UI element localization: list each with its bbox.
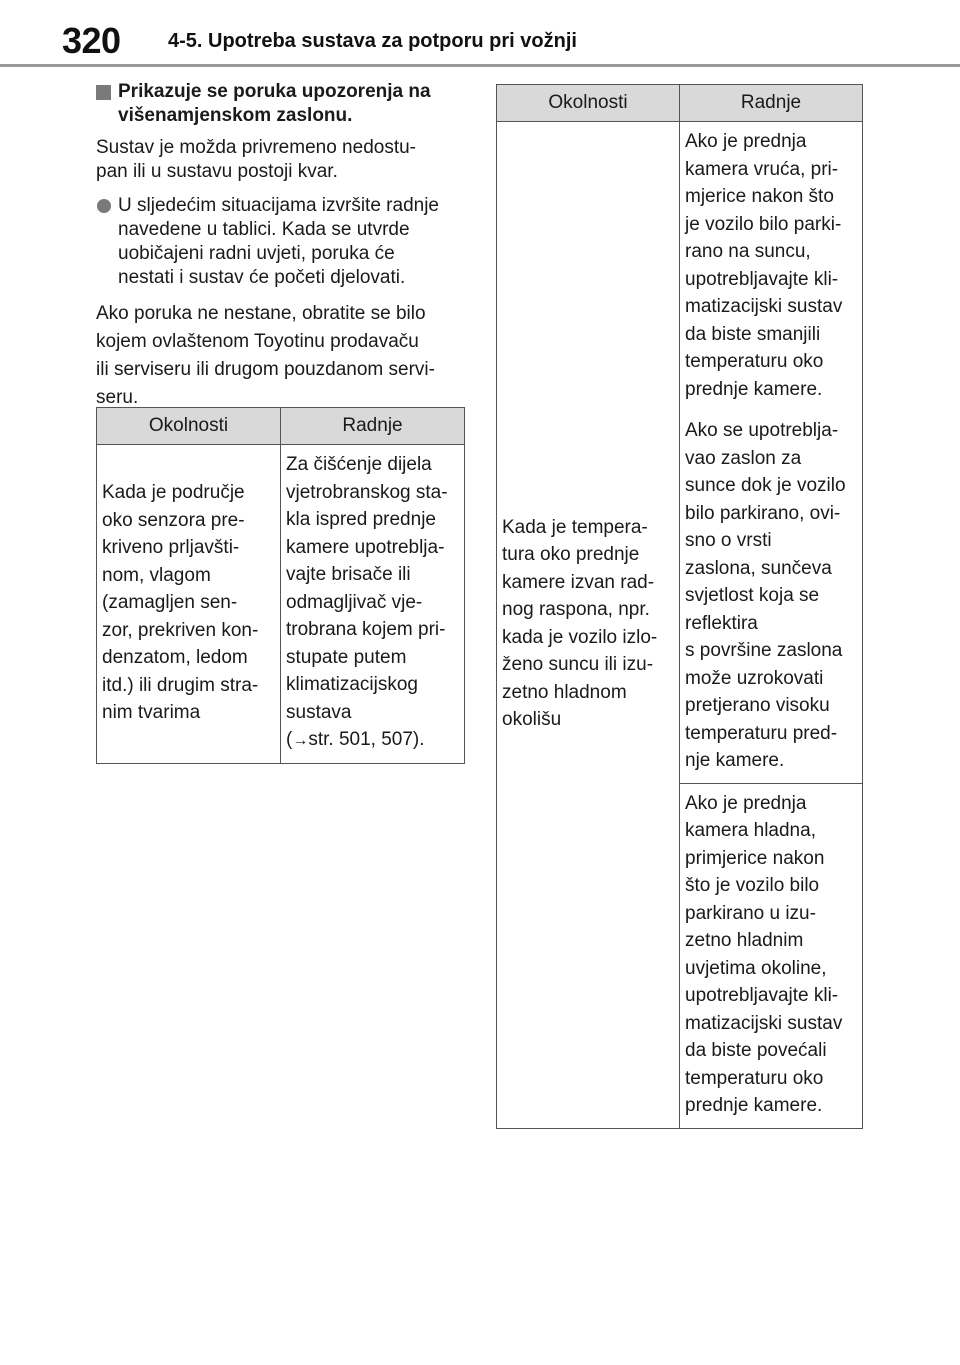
cell-line: vao zaslon za xyxy=(685,447,802,469)
cell-line: nog raspona, npr. xyxy=(502,599,650,621)
square-bullet-icon xyxy=(96,85,111,100)
warning-heading xyxy=(96,80,466,128)
bullet-item xyxy=(96,194,466,290)
cell-line: temperaturu oko xyxy=(685,1067,824,1089)
dealer-paragraph xyxy=(96,300,466,412)
table-row xyxy=(497,122,863,412)
cell-line: Za čišćenje dijela xyxy=(286,454,432,475)
cell-line: zaslona, sunčeva xyxy=(685,557,832,579)
intro-paragraph xyxy=(96,136,466,184)
cell-line: Kada je tempera- xyxy=(502,516,648,538)
cell-line: Ako je prednja xyxy=(685,131,807,152)
text-line: ili serviseru ili drugom pouzdanom servi- xyxy=(96,359,435,380)
cell-line: zor, prekriven kon- xyxy=(102,619,259,641)
text-line: Sustav je možda privremeno nedostu- xyxy=(96,137,416,158)
text-line: U sljedećim situacijama izvršite radnje xyxy=(118,195,439,216)
okolnosti-cell xyxy=(497,122,680,1129)
okolnosti-cell xyxy=(97,445,281,764)
column-header-okolnosti: Okolnosti xyxy=(97,408,281,445)
column-header-radnje: Radnje xyxy=(680,85,863,122)
temperature-table xyxy=(496,84,863,1129)
cell-line: temperaturu oko xyxy=(685,351,824,372)
round-bullet-icon xyxy=(97,199,111,213)
text-line: seru. xyxy=(96,387,139,408)
cell-line: oko senzora pre- xyxy=(102,509,245,531)
cell-line: s površine zaslona xyxy=(685,640,843,661)
text-line: Ako poruka ne nestane, obratite se bilo xyxy=(96,303,426,324)
cell-line: reflektira xyxy=(685,612,758,634)
cell-line: što je vozilo bilo xyxy=(685,875,820,896)
cell-line: je vozilo bilo parki- xyxy=(685,213,842,235)
cell-line: kamere upotreblja- xyxy=(286,536,445,558)
cell-line: nim tvarima xyxy=(102,702,201,723)
cell-line: da biste smanjili xyxy=(685,323,821,345)
cell-line: rano na suncu, xyxy=(685,241,811,262)
radnje-cell-sunshade xyxy=(680,411,863,783)
arrow-right-icon: → xyxy=(292,732,309,749)
cell-line: temperaturu pred- xyxy=(685,722,838,744)
cell-line: može uzrokovati xyxy=(685,667,824,689)
cell-line: klimatizacijskog xyxy=(286,674,418,695)
cell-line: tura oko prednje xyxy=(502,544,640,566)
cell-line: ženo suncu ili izu- xyxy=(502,654,654,676)
left-column xyxy=(96,80,466,412)
header-divider xyxy=(0,64,960,67)
cell-line: da biste povećali xyxy=(685,1040,827,1061)
radnje-cell xyxy=(281,445,465,764)
heading-line: višenamjenskom zaslonu. xyxy=(118,105,353,126)
section-title: 4-5. Upotreba sustava za potporu pri vožnji xyxy=(168,30,577,52)
cell-line: kamere izvan rad- xyxy=(502,571,655,593)
page-header xyxy=(0,0,960,70)
cell-line: kla ispred prednje xyxy=(286,509,436,530)
radnje-cell-cold xyxy=(680,783,863,1128)
cell-line: Ako se upotreblja- xyxy=(685,420,839,441)
column-header-okolnosti: Okolnosti xyxy=(497,85,680,122)
cell-line: vjetrobranskog sta- xyxy=(286,481,448,503)
reference-text: str. 501, 507). xyxy=(308,729,425,750)
cell-line: vajte brisače ili xyxy=(286,564,411,585)
table-row xyxy=(97,445,465,764)
text-line: uobičajeni radni uvjeti, poruka će xyxy=(118,243,395,264)
cell-line: stupate putem xyxy=(286,646,407,668)
cell-line: trobrana kojem pri- xyxy=(286,619,446,640)
cell-line: kamera vruća, pri- xyxy=(685,158,839,180)
cell-line: parkirano u izu- xyxy=(685,902,816,924)
cell-line: upotrebljavajte kli- xyxy=(685,985,839,1006)
text-line: navedene u tablici. Kada se utvrde xyxy=(118,219,410,240)
cell-line: denzatom, ledom xyxy=(102,647,248,668)
page-number: 320 xyxy=(62,20,121,61)
cell-line: upotrebljavajte kli- xyxy=(685,268,839,290)
page-reference: (→str. 501, 507). xyxy=(286,729,425,750)
cell-line: sunce dok je vozilo xyxy=(685,475,846,496)
cell-line: prednje kamere. xyxy=(685,378,823,400)
cell-line: zetno hladnom xyxy=(502,681,627,703)
cell-line: (zamagljen sen- xyxy=(102,592,238,613)
cell-line: kriveno prljavšti- xyxy=(102,537,240,558)
sensor-obstruction-table xyxy=(96,407,465,764)
text-line: kojem ovlaštenom Toyotinu prodavaču xyxy=(96,331,419,352)
text-line: pan ili u sustavu postoji kvar. xyxy=(96,161,338,182)
cell-line: svjetlost koja se xyxy=(685,585,820,606)
cell-line: kamera hladna, xyxy=(685,820,816,841)
cell-line: sustava xyxy=(286,701,352,723)
cell-line: primjerice nakon xyxy=(685,847,825,869)
cell-line: sno o vrsti xyxy=(685,530,772,551)
column-header-radnje: Radnje xyxy=(281,408,465,445)
cell-line: zetno hladnim xyxy=(685,930,804,951)
cell-line: Kada je područje xyxy=(102,482,245,503)
cell-line: matizacijski sustav xyxy=(685,296,843,317)
text-line: nestati i sustav će početi djelovati. xyxy=(118,267,406,288)
cell-line: pretjerano visoku xyxy=(685,695,830,716)
radnje-cell-hot xyxy=(680,122,863,412)
cell-line: odmagljivač vje- xyxy=(286,591,423,613)
cell-line: prednje kamere. xyxy=(685,1095,823,1116)
cell-line: itd.) ili drugim stra- xyxy=(102,674,259,696)
cell-line: kada je vozilo izlo- xyxy=(502,626,658,648)
cell-line: okolišu xyxy=(502,709,562,731)
cell-line: matizacijski sustav xyxy=(685,1012,843,1034)
cell-line: nom, vlagom xyxy=(102,564,211,586)
heading-line: Prikazuje se poruka upozorenja na xyxy=(118,81,431,102)
cell-line: mjerice nakon što xyxy=(685,186,834,207)
cell-line: bilo parkirano, ovi- xyxy=(685,502,841,524)
cell-line: Ako je prednja xyxy=(685,792,807,814)
cell-line: nje kamere. xyxy=(685,750,785,771)
cell-line: uvjetima okoline, xyxy=(685,957,827,979)
